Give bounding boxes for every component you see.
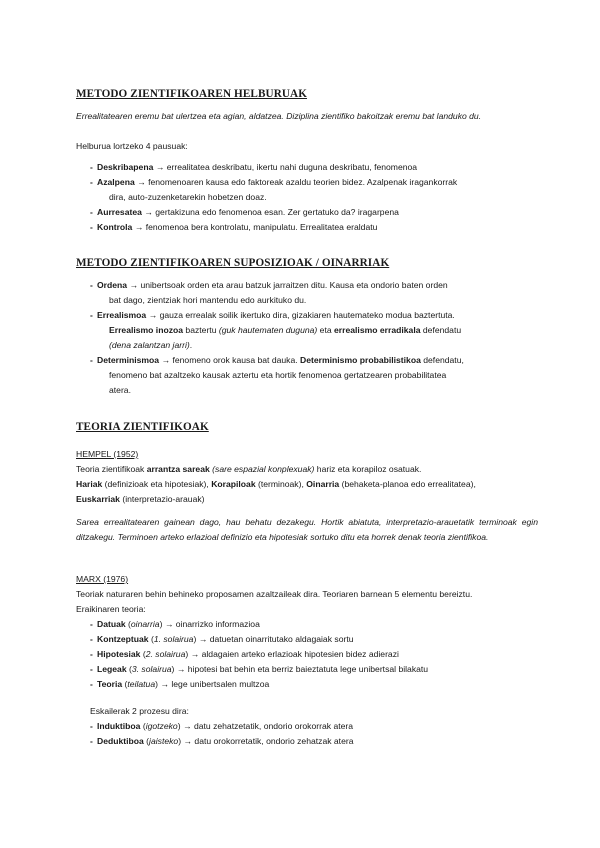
section-heading-suposizioak: METODO ZIENTIFIKOAREN SUPOSIZIOAK / OINARRIAK bbox=[76, 257, 390, 269]
list-item: - Legeak (3. solairua) → hipotesi bat behin eta berriz baieztatuta lege unibertsal bilakatu bbox=[90, 662, 536, 677]
list-item: - Deduktiboa (jaisteko) → datu orokorretatik, ondorio zehatzak atera bbox=[90, 734, 536, 749]
steps-lead: Helburua lortzeko 4 pausuak: bbox=[76, 141, 188, 151]
section-heading-teoria: TEORIA ZIENTIFIKOAK bbox=[76, 421, 209, 433]
list-item: - Induktiboa (igotzeko) → datu zehatzetatik, ondorio orokorrak atera bbox=[90, 719, 536, 734]
list-item: - Datuak (oinarria) → oinarrizko informazioa bbox=[90, 617, 536, 632]
list-item: - Aurresatea → gertakizuna edo fenomenoa esan. Zer gertatuko da? iragarpena bbox=[90, 205, 536, 220]
section-heading-helburuak: METODO ZIENTIFIKOAREN HELBURUAK bbox=[76, 88, 308, 100]
hempel-line-1: Teoria zientifikoak arrantza sareak (sare espazial konplexuak) hariz eta korapiloz osatuak. bbox=[76, 464, 422, 474]
list-item: - Hipotesiak (2. solairua) → aldagaien arteko erlazioak hipotesien bidez adierazi bbox=[90, 647, 536, 662]
marx-title: MARX (1976) bbox=[76, 574, 129, 584]
hempel-line-3: Euskarriak (interpretazio-arauak) bbox=[76, 494, 205, 504]
hempel-paragraph: Sarea errealitatearen gainean dago, hau behatu dezakegu. Hortik abiatuta, interpretazio-arauetatik terminoak egin ditzakegu. Terminoen arteko erlazioal definizio eta hipotesiak sortuko ditu eta horrek denak teoria zientifikoa. bbox=[76, 517, 538, 542]
list-item: - Errealismoa → gauza errealak soilik ikertuko dira, gizakiaren hautemateko modua baztertuta. Errealismo inozoa baztertu (guk hautematen duguna) eta errealismo erradikala defendatu (dena zalantzan jarri). bbox=[90, 308, 536, 353]
hempel-title: HEMPEL (1952) bbox=[76, 449, 139, 459]
marx-intro: Teoriak naturaren behin behineko proposamen azaltzaileak dira. Teoriaren barnean 5 elementu bereiztu. bbox=[76, 589, 473, 599]
assumptions-list bbox=[90, 278, 536, 398]
building-list bbox=[90, 617, 536, 692]
steps-list bbox=[90, 160, 536, 235]
list-item: - Kontzeptuak (1. solairua) → datuetan oinarritutako aldagaiak sortu bbox=[90, 632, 536, 647]
list-item: - Deskribapena → errealitatea deskribatu, ikertu nahi duguna deskribatu, fenomenoa bbox=[90, 160, 536, 175]
list-item: - Kontrola → fenomenoa bera kontrolatu, manipulatu. Errealitatea eraldatu bbox=[90, 220, 536, 235]
marx-lead: Eraikinaren teoria: bbox=[76, 604, 146, 614]
list-item: - Teoria (teilatua) → lege unibertsalen multzoa bbox=[90, 677, 536, 692]
stairs-list bbox=[90, 719, 536, 749]
list-item: - Ordena → unibertsoak orden eta arau batzuk jarraitzen ditu. Kausa eta ondorio baten orden bat dago, zientziak hori mantendu edo aurkituko du. bbox=[90, 278, 536, 308]
stairs-lead: Eskailerak 2 prozesu dira: bbox=[90, 706, 189, 716]
intro-paragraph: Errealitatearen eremu bat ulertzea eta agian, aldatzea. Diziplina zientifiko bakoitzak eremu bat landuko du. bbox=[76, 111, 482, 121]
list-item: - Determinismoa → fenomeno orok kausa bat dauka. Determinismo probabilistikoa defendatu, fenomeno bat azaltzeko kausak aztertu eta hortik fenomenoa gertatzearen probabilitatea atera. bbox=[90, 353, 536, 398]
list-item: - Azalpena → fenomenoaren kausa edo faktoreak azaldu teorien bidez. Azalpenak iragankorrak dira, auto-zuzenketarekin hobetzen doaz. bbox=[90, 175, 536, 205]
hempel-line-2: Hariak (definizioak eta hipotesiak), Korapiloak (terminoak), Oinarria (behaketa-planoa edo errealitatea), bbox=[76, 479, 476, 489]
